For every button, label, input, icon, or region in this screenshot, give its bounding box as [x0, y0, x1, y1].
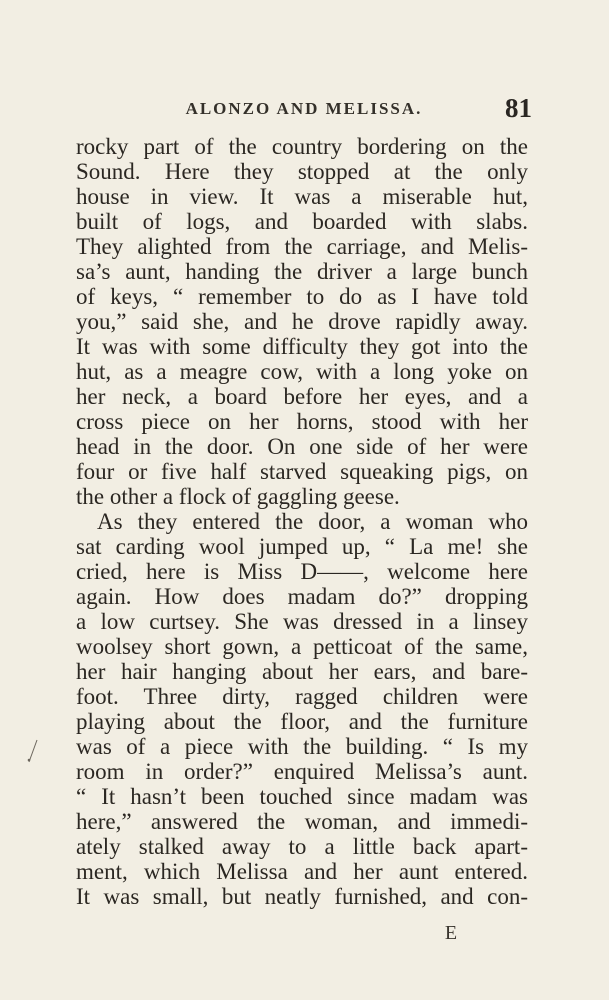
running-title: ALONZO AND MELISSA.	[185, 99, 423, 118]
text-line: house in view. It was a miserable hut,	[76, 184, 528, 209]
text-line: here,” answered the woman, and immedi-	[76, 809, 528, 834]
text-line: head in the door. On one side of her were	[76, 434, 528, 459]
text-line: rocky part of the country bordering on the	[76, 134, 528, 159]
page-header	[76, 93, 532, 125]
text-line: of keys, “ remember to do as I have told	[76, 284, 528, 309]
text-line: It was with some difficulty they got into the	[76, 334, 528, 359]
text-line: ately stalked away to a little back apart-	[76, 834, 528, 859]
text-line: a low curtsey. She was dressed in a linsey	[76, 609, 528, 634]
text-line: cross piece on her horns, stood with her	[76, 409, 528, 434]
text-line: “ It hasn’t been touched since madam was	[76, 784, 528, 809]
text-line: four or five half starved squeaking pigs, on	[76, 459, 528, 484]
page-number: 81	[505, 93, 532, 123]
text-line: Sound. Here they stopped at the only	[76, 159, 528, 184]
text-line: the other a flock of gaggling geese.	[76, 484, 400, 509]
text-line: room in order?” enquired Melissa’s aunt.	[76, 759, 528, 784]
text-line: you,” said she, and he drove rapidly away.	[76, 309, 528, 334]
text-line: again. How does madam do?” dropping	[76, 584, 528, 609]
text-line: was of a piece with the building. “ Is my	[76, 734, 528, 759]
text-line: her hair hanging about her ears, and bare-	[76, 659, 528, 684]
text-line: built of logs, and boarded with slabs.	[76, 209, 528, 234]
text-line: As they entered the door, a woman who	[97, 509, 528, 534]
text-line: sa’s aunt, handing the driver a large bunch	[76, 259, 528, 284]
text-line: playing about the floor, and the furniture	[76, 709, 528, 734]
text-line: ment, which Melissa and her aunt entered.	[76, 859, 528, 884]
text-line: woolsey short gown, a petticoat of the same,	[76, 634, 528, 659]
text-line: They alighted from the carriage, and Melis-	[76, 234, 528, 259]
body-text	[76, 134, 528, 909]
text-line: hut, as a meagre cow, with a long yoke on	[76, 359, 528, 384]
text-line: cried, here is Miss D——, welcome here	[76, 559, 528, 584]
text-line: her neck, a board before her eyes, and a	[76, 384, 528, 409]
text-line: It was small, but neatly furnished, and con-	[76, 884, 528, 909]
text-line: foot. Three dirty, ragged children were	[76, 684, 528, 709]
margin-pencil-mark	[24, 738, 40, 766]
signature-mark: E	[444, 922, 458, 944]
text-line: sat carding wool jumped up, “ La me! she	[76, 534, 528, 559]
